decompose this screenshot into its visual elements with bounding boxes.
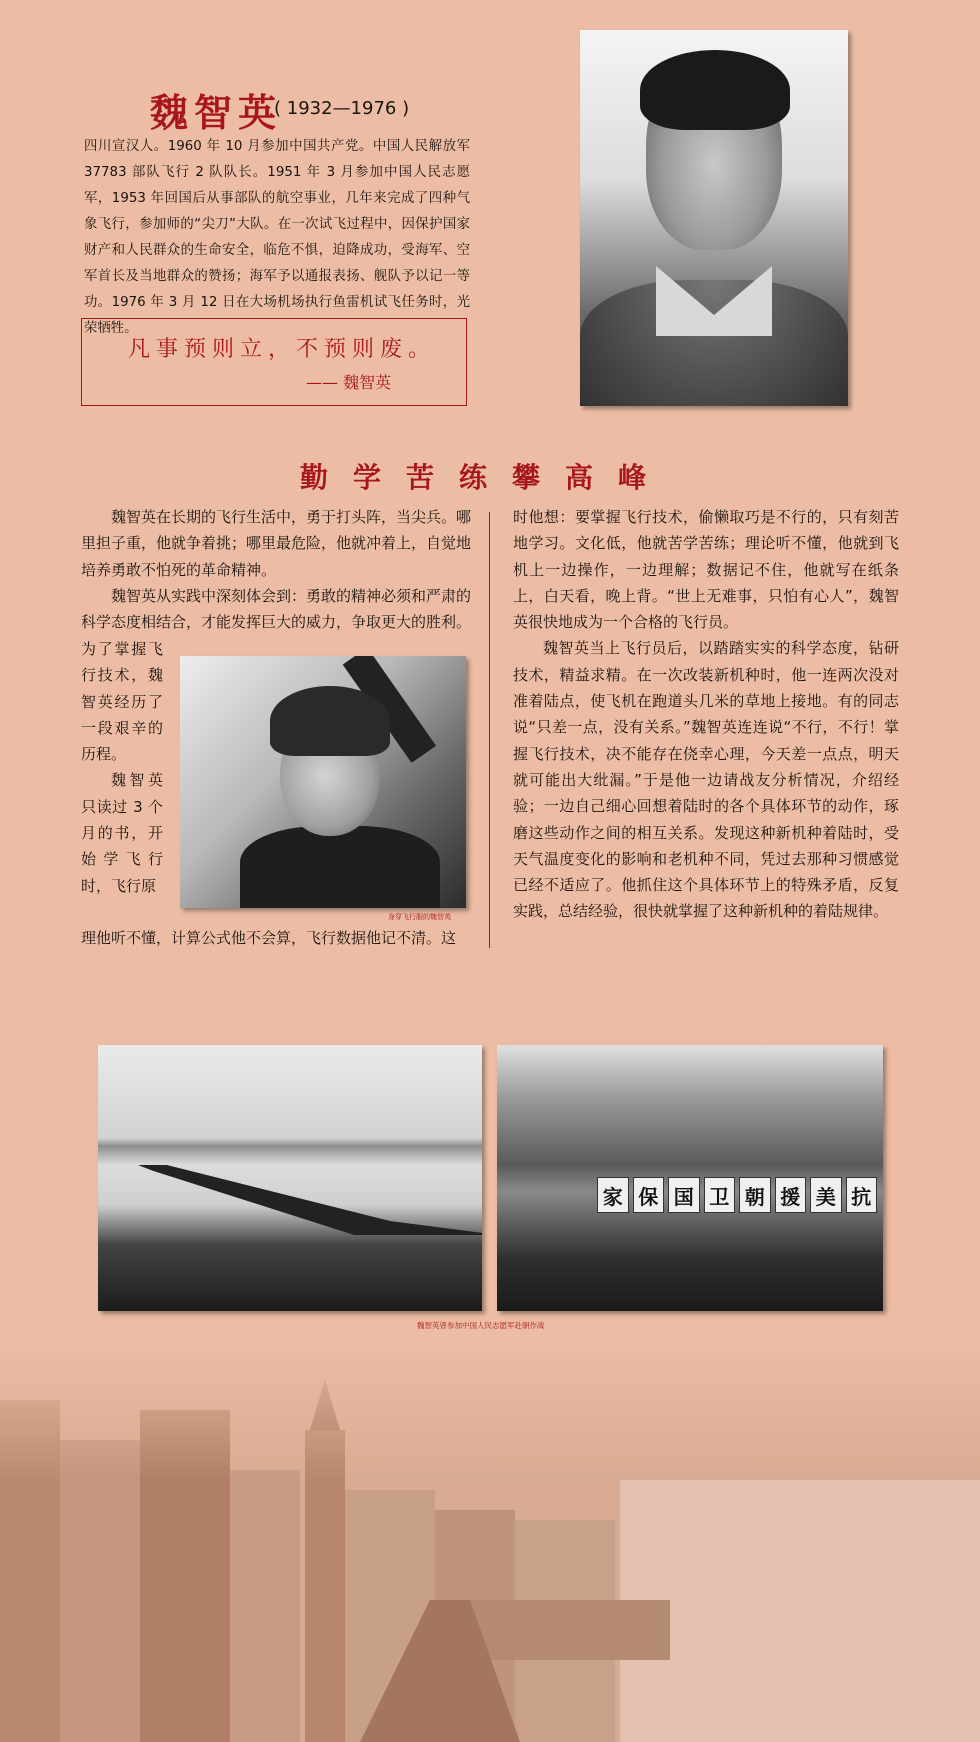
biography-text: 四川宣汉人。1960 年 10 月参加中国共产党。中国人民解放军 37783 部队飞行 2 队队长。1951 年 3 月参加中国人民志愿军，1953 年回国后从事部队的航空事业，几年来完成了四种气象飞行，参加师的“尖刀”大队。在一次试飞过程中，因保护国家财产和人民群众的生命安全，临危不惧，迫降成功，受海军、空军首长及当地群众的赞扬；海军予以通报表扬、舰队予以记一等功。1976 年 3 月 12 日在大场机场执行鱼雷机试飞任务时，光荣牺牲。: [84, 139, 470, 336]
quote-text: 凡事预则立，不预则废。: [128, 337, 437, 362]
paragraph: 魏智英在长期的飞行生活中，勇于打头阵，当尖兵。哪里担子重，他就争着挑；哪里最危险，他就冲着上，自觉地培养勇敢不怕死的革命精神。: [81, 508, 472, 579]
pilot-photo: [180, 656, 466, 908]
column-divider: [489, 512, 490, 948]
parade-signs: [597, 1177, 877, 1213]
quote-author: —— 魏智英: [306, 373, 392, 392]
paragraph: 魏智英从实践中深刻体会到：勇敢的精神必须和严肃的科学态度相结合，才能发挥巨大的威力，争取更大的胜利。: [81, 586, 472, 632]
sign: 美: [810, 1177, 842, 1213]
paragraph: 时他想：要掌握飞行技术，偷懒取巧是不行的，只有刻苦地学习。文化低，他就苦学苦练；理论听不懂，他就到飞机上一边操作，一边理解；数据记不住，他就写在纸条上，白天看，晚上背。“世上无难事，只怕有心人”，魏智英很快地成为一个合格的飞行员。: [513, 508, 899, 632]
march-photo: [98, 1045, 482, 1311]
sign: 卫: [704, 1177, 736, 1213]
sign: 朝: [739, 1177, 771, 1213]
left-column-top: [81, 504, 471, 635]
sign: 保: [633, 1177, 665, 1213]
portrait-photo: [580, 30, 848, 406]
parade-photo: [497, 1045, 883, 1311]
bottom-photos-caption: 魏智英曾参加中国人民志愿军赴朝作战: [417, 1321, 545, 1330]
life-years: ( 1932—1976 ): [274, 98, 410, 119]
sign: 抗: [846, 1177, 878, 1213]
sign: 援: [775, 1177, 807, 1213]
city-background-image: [0, 1340, 980, 1742]
sign: 国: [668, 1177, 700, 1213]
section-title: 勤学苦练攀高峰: [300, 461, 672, 494]
right-column: [513, 504, 899, 925]
left-column-bottom: 理他听不懂，计算公式他不会算，飞行数据他记不清。这: [81, 929, 457, 947]
sign: 家: [597, 1177, 629, 1213]
pilot-photo-caption: 身穿飞行服的魏智英: [388, 913, 451, 921]
paragraph: 为了掌握飞行技术，魏智英经历了一段艰辛的历程。: [81, 640, 163, 764]
paragraph: 魏智英只读过 3 个月的书，开始学飞行时，飞行原: [81, 771, 163, 895]
left-column-narrow: [81, 636, 163, 899]
paragraph: 魏智英当上飞行员后，以踏踏实实的科学态度，钻研技术，精益求精。在一次改装新机种时，他一连两次没对准着陆点，使飞机在跑道头几米的草地上接地。有的同志说“只差一点，没有关系。”魏智英连连说“不行，不行！掌握飞行技术，决不能存在侥幸心理，今天差一点点，明天就可能出大纰漏。”于是他一边请战友分析情况，介绍经验；一边自己细心回想着陆时的各个具体环节的动作，琢磨这些动作之间的相互关系。发现这种新机种着陆时，受天气温度变化的影响和老机种不同，凭过去那种习惯感觉已经不适应了。他抓住这个具体环节上的特殊矛盾，反复实践，总结经验，很快就掌握了这种新机种的着陆规律。: [513, 639, 899, 921]
person-name: 魏智英: [150, 90, 283, 135]
